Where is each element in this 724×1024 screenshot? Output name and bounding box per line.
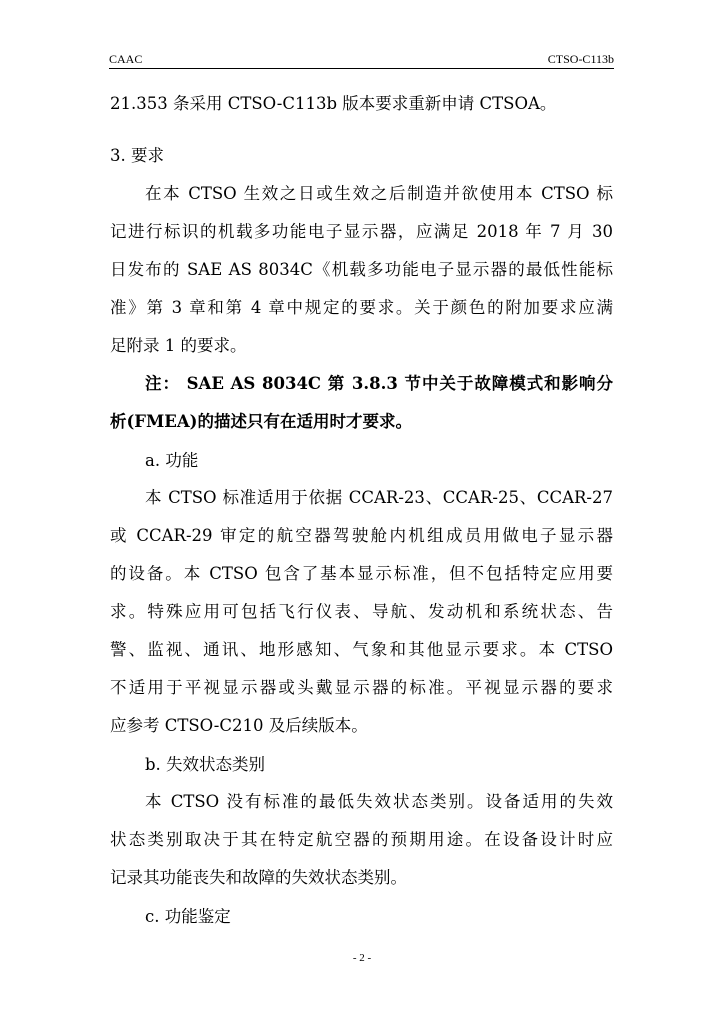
- subsection-heading-c: c. 功能鉴定: [145, 907, 231, 926]
- note-line: 注： SAE AS 8034C 第 3.8.3 节中关于故障模式和影响分: [145, 374, 613, 393]
- body-line: 日发布的 SAE AS 8034C《机载多功能电子显示器的最低性能标: [110, 260, 613, 279]
- section-heading-3: 3. 要求: [110, 146, 164, 165]
- body-line: 或 CCAR-29 审定的航空器驾驶舱内机组成员用做电子显示器: [110, 526, 613, 545]
- body-line: 不适用于平视显示器或头戴显示器的标准。平视显示器的要求: [110, 678, 613, 697]
- body-line: 本 CTSO 标准适用于依据 CCAR-23、CCAR-25、CCAR-27: [145, 488, 613, 507]
- subsection-heading-a: a. 功能: [145, 451, 199, 470]
- body-line: 足附录 1 的要求。: [110, 336, 247, 355]
- body-line: 应参考 CTSO-C210 及后续版本。: [110, 716, 368, 735]
- body-line: 准》第 3 章和第 4 章中规定的要求。关于颜色的附加要求应满: [110, 298, 613, 317]
- header-org: CAAC: [109, 52, 143, 66]
- body-line: 记录其功能丧失和故障的失效状态类别。: [110, 868, 407, 887]
- body-line: 21.353 条采用 CTSO-C113b 版本要求重新申请 CTSOA。: [110, 94, 557, 113]
- body-line: 警、监视、通讯、地形感知、气象和其他显示要求。本 CTSO: [110, 640, 613, 659]
- subsection-heading-b: b. 失效状态类别: [145, 755, 266, 774]
- body-line: 记进行标识的机载多功能电子显示器，应满足 2018 年 7 月 30: [110, 222, 613, 241]
- body-line: 本 CTSO 没有标准的最低失效状态类别。设备适用的失效: [145, 792, 613, 811]
- body-line: 状态类别取决于其在特定航空器的预期用途。在设备设计时应: [110, 830, 613, 849]
- body-line: 求。特殊应用可包括飞行仪表、导航、发动机和系统状态、告: [110, 602, 613, 621]
- page-number: - 2 -: [352, 952, 372, 964]
- body-line: 的设备。本 CTSO 包含了基本显示标准，但不包括特定应用要: [110, 564, 613, 583]
- header-doc-id: CTSO-C113b: [547, 52, 614, 66]
- body-line: 在本 CTSO 生效之日或生效之后制造并欲使用本 CTSO 标: [145, 184, 613, 203]
- page-header: [109, 50, 614, 69]
- note-line: 析(FMEA)的描述只有在适用时才要求。: [110, 412, 412, 431]
